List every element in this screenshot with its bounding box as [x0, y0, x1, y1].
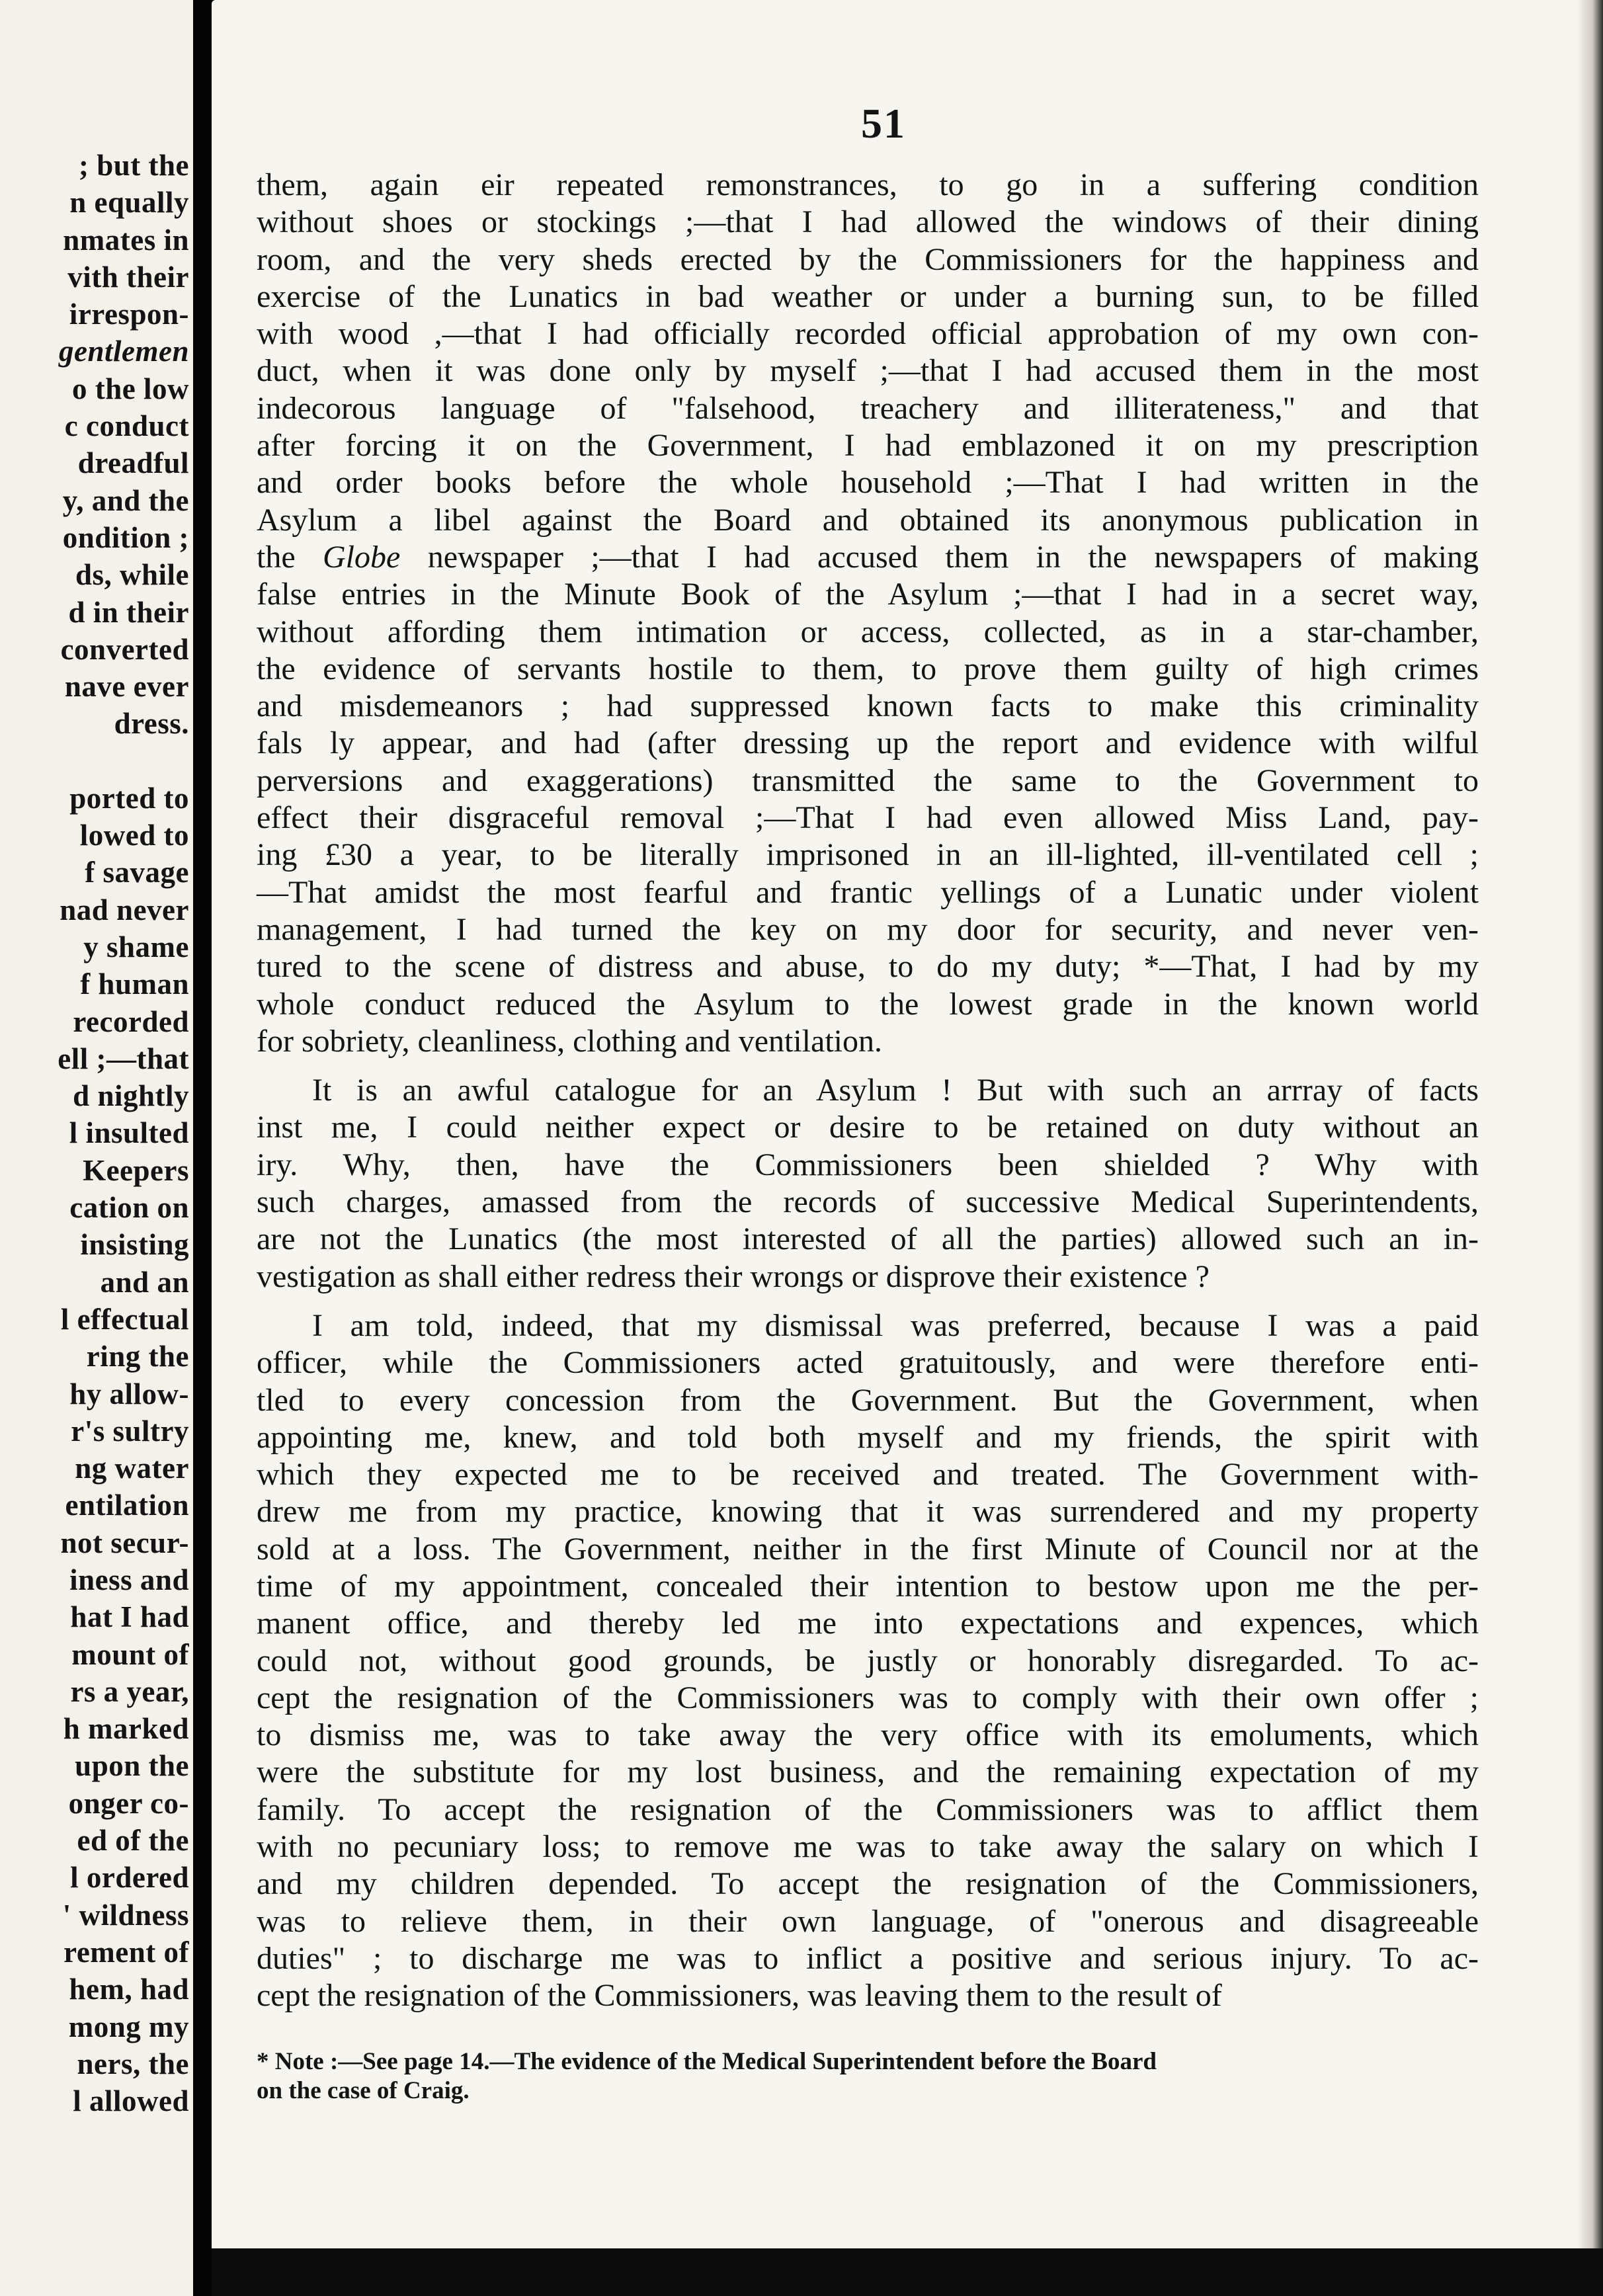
left-page-line: hat I had	[70, 1600, 189, 1634]
paragraph-gap	[257, 1060, 1479, 1072]
left-page-line: ng water	[75, 1452, 189, 1485]
text-line: effect their disgraceful removal ;—That I had even allowed Miss Land, pay-	[257, 800, 1479, 836]
text-line: It is an awful catalogue for an Asylum ! But with such an arrray of facts	[312, 1073, 1479, 1108]
text-line: management, I had turned the key on my door for security, and never ven-	[257, 911, 1479, 947]
text-line: time of my appointment, concealed their intention to bestow upon me the per-	[257, 1568, 1479, 1604]
left-page-line: not secur-	[60, 1526, 189, 1559]
text-line: room, and the very sheds erected by the Commissioners for the happiness and	[257, 241, 1479, 277]
left-page-line: d in their	[68, 595, 189, 629]
text-line: duties" ; to discharge me was to inflict a positive and serious injury. To ac-	[257, 1940, 1479, 1976]
left-page-line: irrespon-	[69, 298, 189, 331]
left-page-line: ; but the	[78, 149, 189, 182]
text-line: could not, without good grounds, be justly or honorably disregarded. To ac-	[257, 1643, 1479, 1678]
left-page-line: ds, while	[75, 558, 189, 592]
left-page-line: l allowed	[73, 2084, 189, 2118]
text-line: vestigation as shall either redress their wrongs or disprove their existence ?	[257, 1258, 1210, 1294]
text-line: such charges, amassed from the records of successive Medical Superintendents,	[257, 1184, 1479, 1220]
text-line: sold at a loss. The Government, neither in the first Minute of Council nor at the	[257, 1531, 1479, 1567]
text-line: and my children depended. To accept the resignation of the Commissioners,	[257, 1866, 1479, 1902]
text-line: false entries in the Minute Book of the Asylum ;—that I had in a secret way,	[257, 577, 1479, 612]
left-page-line: r's sultry	[71, 1414, 189, 1448]
left-page-line: cation on	[69, 1191, 189, 1225]
text-line: them, again eir repeated remonstrances, to go in a suffering condition	[257, 167, 1479, 202]
text-line: fals ly appear, and had (after dressing up the report and evidence with wilful	[257, 725, 1479, 761]
text-line: with no pecuniary loss; to remove me was to take away the salary on which I	[257, 1829, 1479, 1865]
left-page-line: hy allow-	[69, 1377, 189, 1411]
text-line: family. To accept the resignation of the Commissioners was to afflict them	[257, 1791, 1479, 1827]
text-line: whole conduct reduced the Asylum to the lowest grade in the known world	[257, 986, 1479, 1022]
text-line: the evidence of servants hostile to them, to prove them guilty of high crimes	[257, 651, 1479, 686]
left-page-line: dress.	[114, 707, 189, 741]
left-page-line: n equally	[69, 186, 189, 220]
left-page-line: f savage	[85, 856, 189, 889]
text-line: without shoes or stockings ;—that I had allowed the windows of their dining	[257, 204, 1479, 240]
text-line: with wood ,—that I had officially recorded official approbation of my own con-	[257, 316, 1479, 352]
left-page-line: insisting	[80, 1228, 189, 1262]
paragraph-gap	[257, 1295, 1479, 1307]
text-line: exercise of the Lunatics in bad weather or under a burning sun, to be filled	[257, 278, 1479, 314]
text-line: tured to the scene of distress and abuse, to do my duty; *—That, I had by my	[257, 949, 1479, 985]
left-page-line: iness and	[69, 1563, 189, 1596]
left-page-line: ell ;—that	[58, 1042, 189, 1075]
left-page-line: Keepers	[83, 1153, 189, 1187]
footnote-line: on the case of Craig.	[257, 2077, 470, 2104]
text-line: which they expected me to be received and treated. The Government with-	[257, 1457, 1479, 1493]
text-line: were the substitute for my lost business, and the remaining expectation of my	[257, 1754, 1479, 1790]
text-line: for sobriety, cleanliness, clothing and ventilation.	[257, 1023, 882, 1059]
left-page-line: onger co-	[68, 1786, 189, 1820]
left-page-line: ' wildness	[62, 1898, 189, 1932]
text-line: after forcing it on the Government, I had emblazoned it on my prescription	[257, 428, 1479, 464]
left-page-line: vith their	[67, 260, 189, 294]
page-edge-shadow	[1577, 0, 1603, 2248]
paragraph-2	[257, 1072, 1479, 1295]
text-line: perversions and exaggerations) transmitted the same to the Government to	[257, 762, 1479, 798]
scan-border	[212, 2248, 1603, 2296]
left-page-line: nave ever	[64, 670, 189, 704]
left-page-line: and an	[100, 1265, 189, 1299]
left-page-line: y, and the	[62, 483, 189, 517]
text-line: iry. Why, then, have the Commissioners been shielded ? Why with	[257, 1147, 1479, 1182]
left-page-line: mount of	[71, 1637, 189, 1671]
left-page-line: nmates in	[63, 223, 189, 257]
left-page-line: l effectual	[60, 1302, 189, 1336]
left-page-line: l insulted	[69, 1116, 189, 1150]
left-page-line: o the low	[72, 372, 189, 405]
left-page-line: mong my	[68, 2010, 189, 2043]
text-line: tled to every concession from the Government. But the Government, when	[257, 1382, 1479, 1418]
left-page-line: upon the	[75, 1749, 189, 1783]
left-page-line: converted	[60, 632, 189, 666]
left-page-line: h marked	[63, 1712, 189, 1746]
left-page-text	[58, 147, 189, 2119]
left-page-line: dreadful	[77, 446, 189, 480]
left-page-line: ported to	[69, 781, 189, 815]
left-page-line: gentlemen	[59, 335, 189, 368]
left-page-line: entilation	[65, 1489, 189, 1522]
footnote	[257, 2047, 1479, 2106]
text-line: the Globe newspaper ;—that I had accused them in the newspapers of making	[257, 539, 1479, 575]
text-line: and misdemeanors ; had suppressed known facts to make this criminality	[257, 688, 1479, 724]
left-page-line: nad never	[60, 893, 189, 926]
text-line: appointing me, knew, and told both myself and my friends, the spirit with	[257, 1419, 1479, 1455]
text-line: without affording them intimation or access, collected, as in a star-chamber,	[257, 614, 1479, 649]
text-line: and order books before the whole household ;—That I had written in the	[257, 465, 1479, 501]
left-page-line: y shame	[83, 930, 189, 964]
left-page-line: rs a year,	[70, 1674, 189, 1708]
left-page-line: c conduct	[64, 409, 189, 443]
left-page-line: rement of	[63, 1935, 189, 1969]
left-page-line: ners, the	[77, 2047, 189, 2080]
left-page-line: ed of the	[77, 1824, 189, 1858]
text-line: inst me, I could neither expect or desire to be retained on duty without an	[257, 1110, 1479, 1145]
left-page-line: l ordered	[70, 1861, 189, 1895]
text-line: are not the Lunatics (the most interested of all the parties) allowed such an in-	[257, 1221, 1479, 1257]
book-gutter	[193, 0, 212, 2296]
text-line: manent office, and thereby led me into expectations and expences, which	[257, 1606, 1479, 1641]
text-line: cept the resignation of the Commissioners was to comply with their own offer ;	[257, 1680, 1479, 1715]
left-page-line: lowed to	[79, 819, 189, 852]
text-line: ing £30 a year, to be literally imprisoned in an ill-lighted, ill-ventilated cell ;	[257, 837, 1479, 873]
text-line: officer, while the Commissioners acted gratuitously, and were therefore enti-	[257, 1345, 1479, 1381]
text-line: Asylum a libel against the Board and obtained its anonymous publication in	[257, 502, 1479, 538]
paragraph-1	[257, 167, 1479, 1060]
page-number: 51	[861, 100, 906, 147]
left-page-line: hem, had	[69, 1973, 189, 2006]
paragraph-3	[257, 1307, 1479, 2015]
text-line: to dismiss me, was to take away the very office with its emoluments, which	[257, 1717, 1479, 1753]
left-page-line: ring the	[86, 1340, 189, 1374]
left-page-fragment	[0, 0, 194, 2296]
text-line: cept the resignation of the Commissioners, was leaving them to the result of	[257, 1978, 1222, 2014]
left-page-line: f human	[80, 967, 189, 1001]
left-page-line: d nightly	[73, 1079, 189, 1113]
text-line: I am told, indeed, that my dismissal was preferred, because I was a paid	[312, 1307, 1479, 1343]
text-line: duct, when it was done only by myself ;—that I had accused them in the most	[257, 353, 1479, 389]
left-page-line: ondition ;	[62, 520, 189, 554]
text-line: —That amidst the most fearful and frantic yellings of a Lunatic under violent	[257, 874, 1479, 910]
text-line: was to relieve them, in their own language, of "onerous and disagreeable	[257, 1903, 1479, 1939]
left-page-line	[58, 743, 189, 780]
footnote-line: * Note :—See page 14.—The evidence of the Medical Superintendent before the Board	[257, 2048, 1157, 2075]
left-page-line: recorded	[73, 1004, 189, 1038]
text-line: drew me from my practice, knowing that it was surrendered and my property	[257, 1494, 1479, 1530]
text-line: indecorous language of "falsehood, treachery and illiterateness," and that	[257, 390, 1479, 426]
body-text	[257, 167, 1479, 2015]
